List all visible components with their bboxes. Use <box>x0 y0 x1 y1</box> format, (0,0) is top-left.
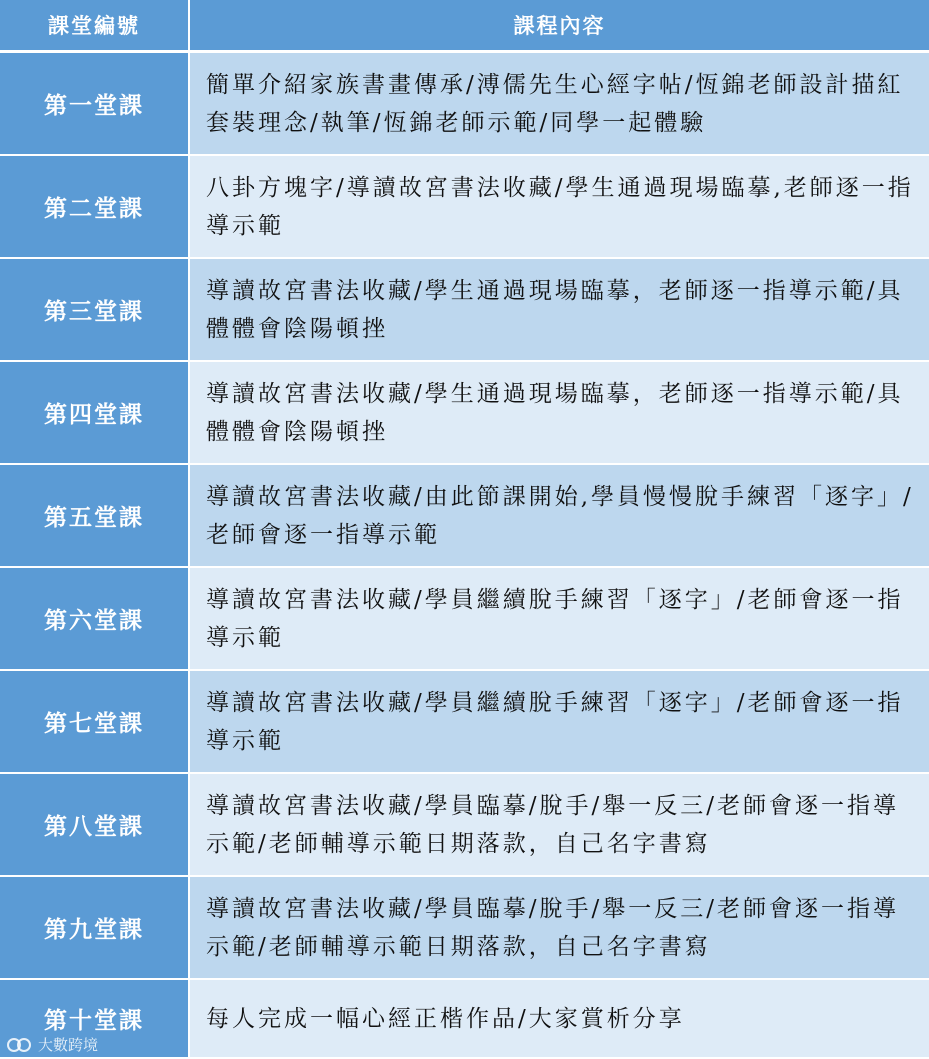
header-row <box>0 0 929 53</box>
header-session-number: 課堂編號 <box>0 0 190 53</box>
table-row <box>0 156 929 259</box>
table-row <box>0 980 929 1059</box>
session-content: 導讀故宮書法收藏/學員臨摹/脫手/舉一反三/老師會逐一指導示範/老師輔導示範日期落款，自己名字書寫 <box>190 877 929 980</box>
session-number: 第三堂課 <box>0 259 190 362</box>
session-content: 導讀故宮書法收藏/學生通過現場臨摹，老師逐一指導示範/具體體會陰陽頓挫 <box>190 259 929 362</box>
table-row <box>0 568 929 671</box>
session-number: 第一堂課 <box>0 53 190 156</box>
table-row <box>0 259 929 362</box>
session-content: 導讀故宮書法收藏/由此節課開始,學員慢慢脫手練習「逐字」/老師會逐一指導示範 <box>190 465 929 568</box>
brand-logo-icon <box>6 1036 32 1054</box>
table-row <box>0 877 929 980</box>
session-content: 簡單介紹家族書畫傳承/溥儒先生心經字帖/恆錦老師設計描紅套裝理念/執筆/恆錦老師示範/同學一起體驗 <box>190 53 929 156</box>
watermark-text: 大數跨境 <box>38 1036 99 1054</box>
table-row <box>0 362 929 465</box>
session-content: 導讀故宮書法收藏/學生通過現場臨摹，老師逐一指導示範/具體體會陰陽頓挫 <box>190 362 929 465</box>
session-number: 第十堂課 <box>0 980 190 1059</box>
table-row <box>0 774 929 877</box>
session-number: 第二堂課 <box>0 156 190 259</box>
session-number: 第四堂課 <box>0 362 190 465</box>
watermark <box>6 1034 98 1055</box>
session-content: 每人完成一幅心經正楷作品/大家賞析分享 <box>190 980 929 1059</box>
session-content: 導讀故宮書法收藏/學員繼續脫手練習「逐字」/老師會逐一指導示範 <box>190 568 929 671</box>
session-content: 導讀故宮書法收藏/學員臨摹/脫手/舉一反三/老師會逐一指導示範/老師輔導示範日期落款，自己名字書寫 <box>190 774 929 877</box>
table-row <box>0 671 929 774</box>
table-row <box>0 465 929 568</box>
header-course-content: 課程內容 <box>190 0 929 53</box>
session-number: 第六堂課 <box>0 568 190 671</box>
session-content: 八卦方塊字/導讀故宮書法收藏/學生通過現場臨摹,老師逐一指導示範 <box>190 156 929 259</box>
session-number: 第七堂課 <box>0 671 190 774</box>
session-number: 第九堂課 <box>0 877 190 980</box>
table-row <box>0 53 929 156</box>
session-number: 第五堂課 <box>0 465 190 568</box>
session-content: 導讀故宮書法收藏/學員繼續脫手練習「逐字」/老師會逐一指導示範 <box>190 671 929 774</box>
session-number: 第八堂課 <box>0 774 190 877</box>
